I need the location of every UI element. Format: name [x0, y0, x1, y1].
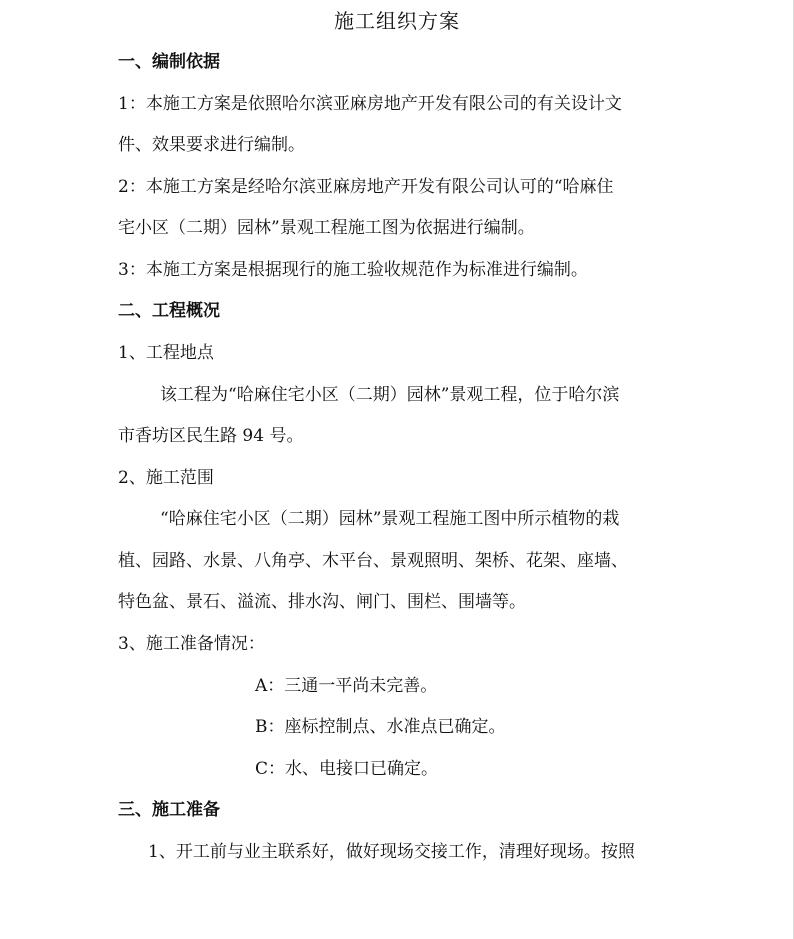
paragraph-line: 宅小区（二期）园林”景观工程施工图为依据进行编制。 — [118, 218, 535, 238]
section-heading-basis: 一、编制依据 — [118, 52, 220, 72]
page-title: 施工组织方案 — [334, 9, 460, 33]
paragraph-line: 件、效果要求进行编制。 — [118, 135, 305, 155]
subsection-title-preparation: 3、施工准备情况： — [118, 634, 265, 654]
list-item: A：三通一平尚未完善。 — [255, 676, 438, 696]
paragraph-line: 1、开工前与业主联系好，做好现场交接工作，清理好现场。按照 — [148, 842, 635, 862]
subsection-title-location: 1、工程地点 — [118, 343, 214, 363]
paragraph-line: 市香坊区民生路 94 号。 — [118, 426, 304, 446]
paragraph-line: 植、园路、水景、八角亭、木平台、景观照明、架桥、花架、座墙、 — [118, 551, 628, 571]
paragraph-line: “哈麻住宅小区（二期）园林”景观工程施工图中所示植物的栽 — [160, 509, 620, 529]
paragraph-line: 1：本施工方案是依照哈尔滨亚麻房地产开发有限公司的有关设计文 — [118, 94, 622, 114]
list-item: B：座标控制点、水准点已确定。 — [255, 717, 506, 737]
paragraph-line: 2：本施工方案是经哈尔滨亚麻房地产开发有限公司认可的“哈麻住 — [118, 177, 614, 197]
section-heading-overview: 二、工程概况 — [118, 301, 220, 321]
subsection-title-scope: 2、施工范围 — [118, 468, 214, 488]
paragraph-line: 特色盆、景石、溢流、排水沟、闸门、围栏、围墙等。 — [118, 592, 526, 612]
section-heading-preparation: 三、施工准备 — [118, 800, 220, 820]
paragraph-line: 3：本施工方案是根据现行的施工验收规范作为标准进行编制。 — [118, 260, 588, 280]
paragraph-line: 该工程为“哈麻住宅小区（二期）园林”景观工程，位于哈尔滨 — [160, 385, 620, 405]
list-item: C：水、电接口已确定。 — [255, 759, 439, 779]
